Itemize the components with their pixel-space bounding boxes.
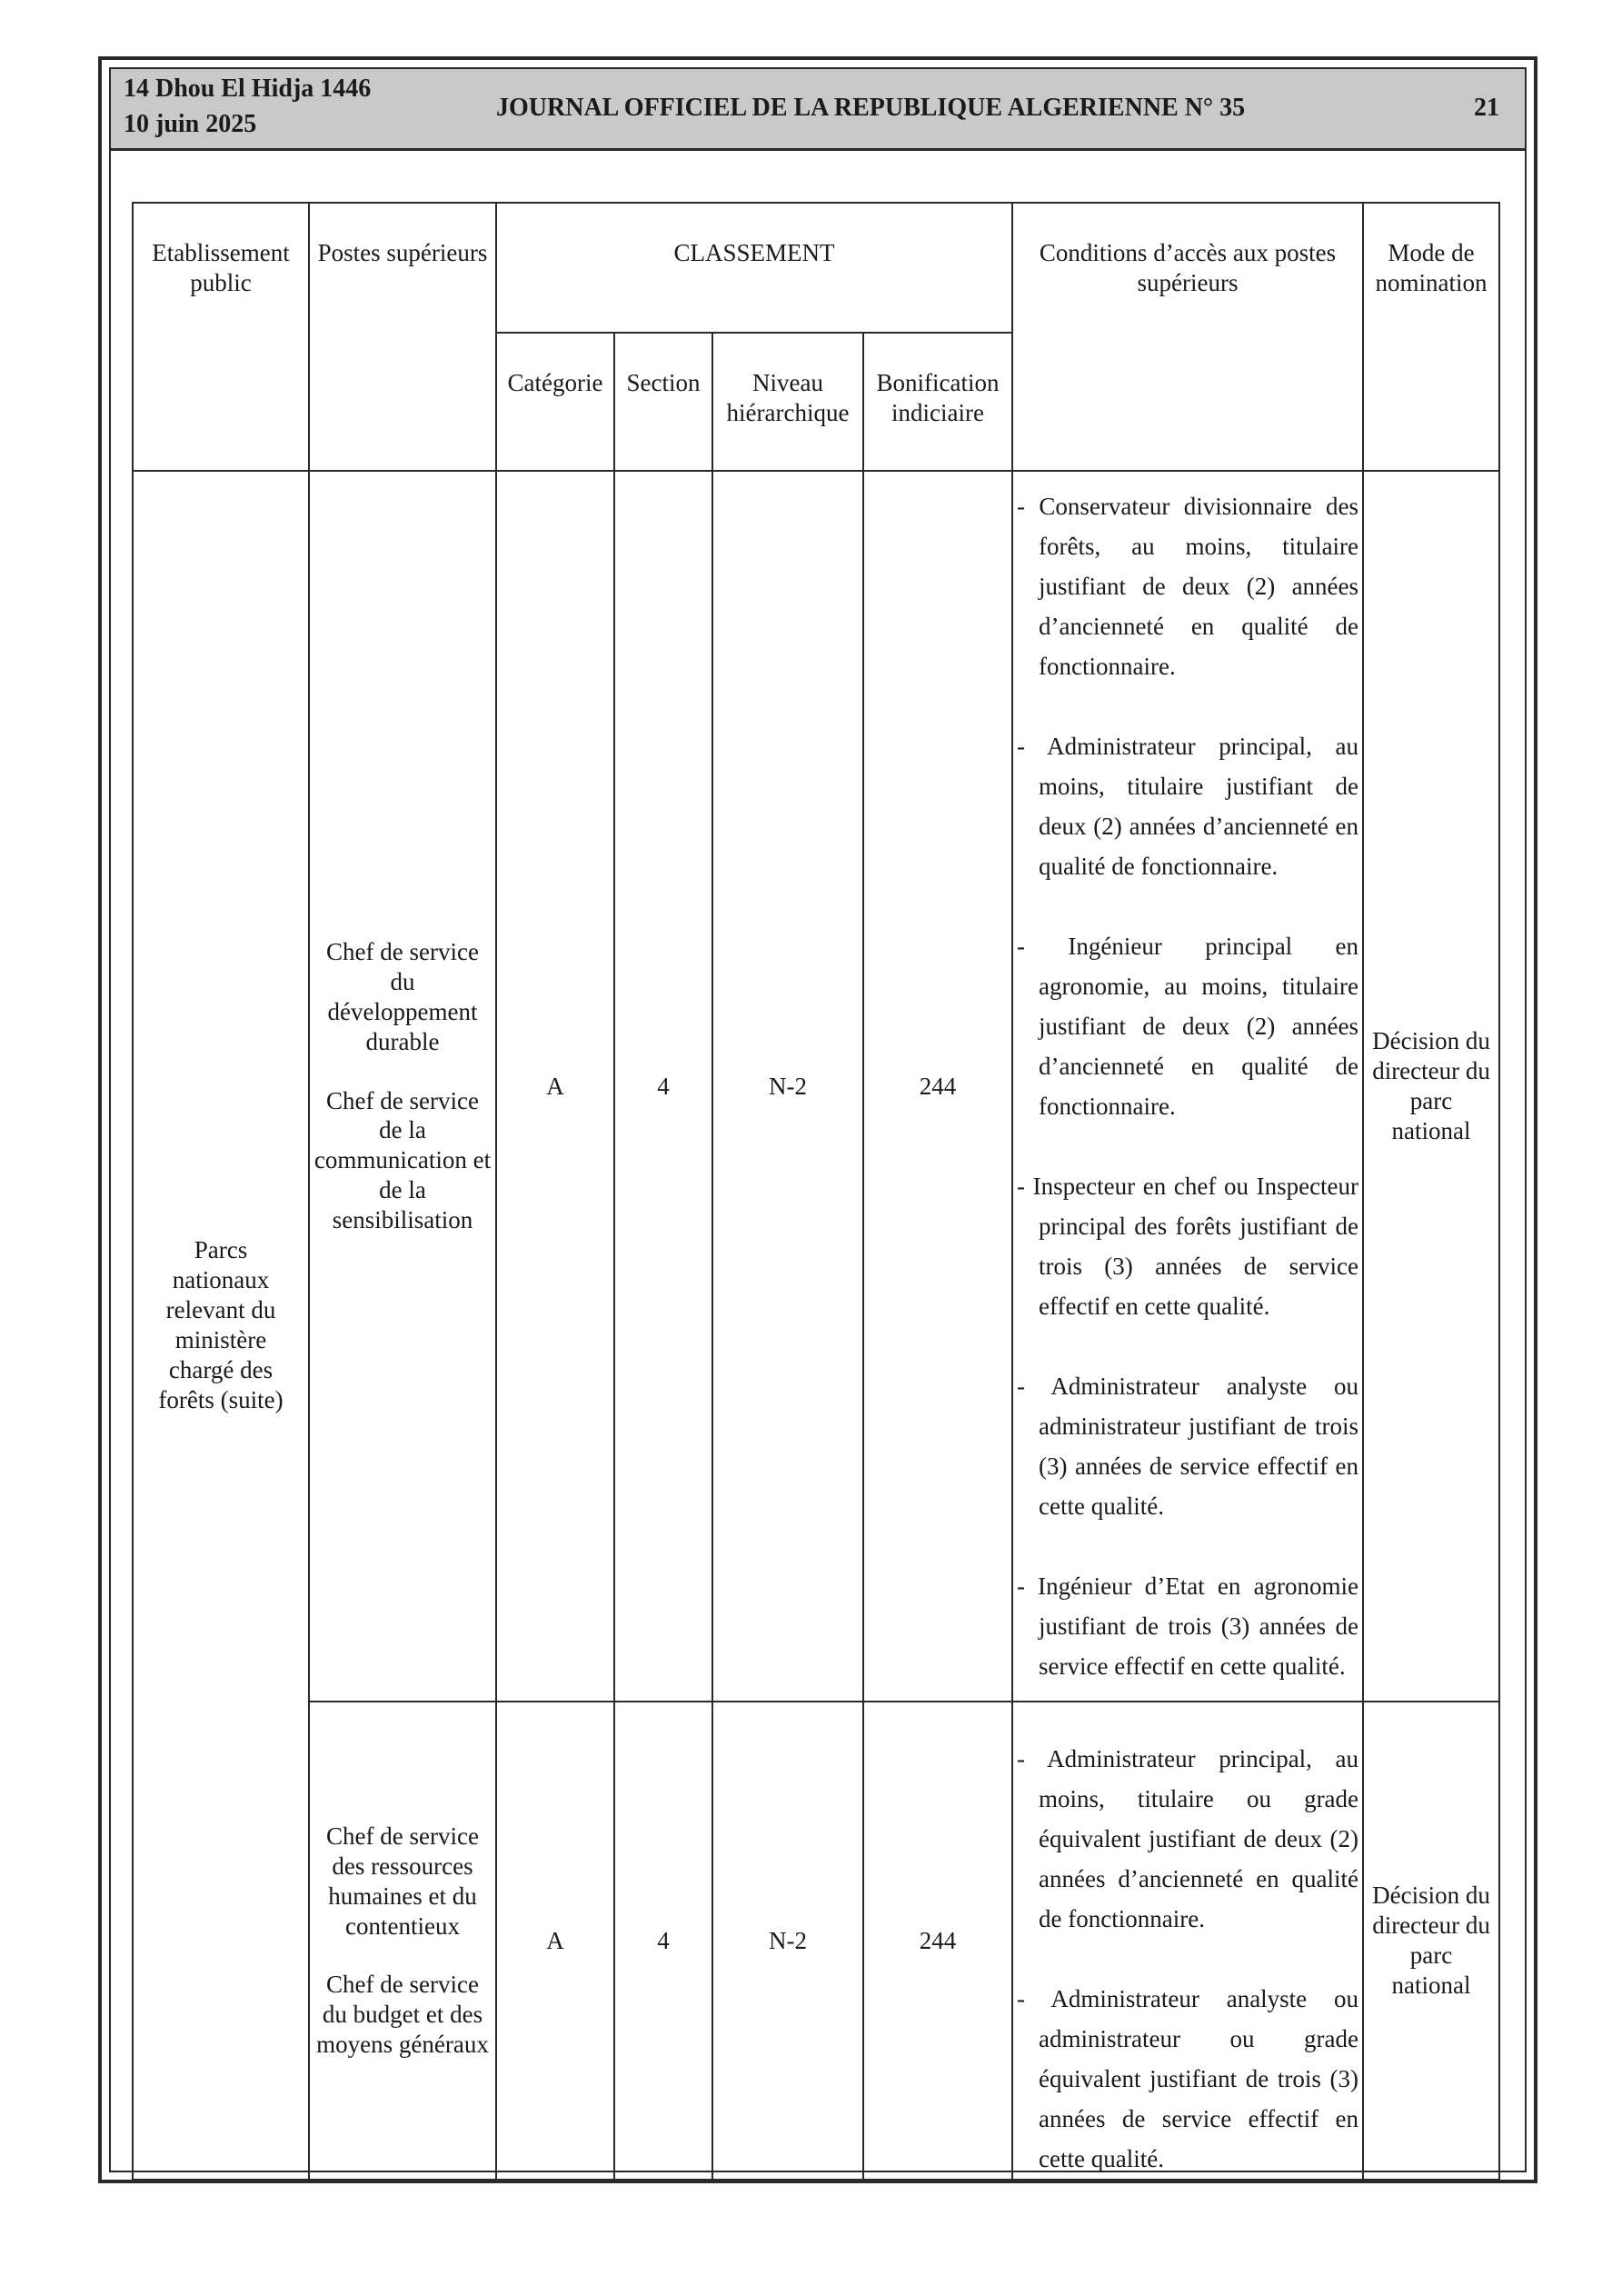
- condition-item: - Administrateur analyste ou administrateur justifiant de trois (3) années de service effectif en cette qualité.: [1017, 1373, 1359, 1520]
- bonification-cell: 244: [863, 471, 1012, 1702]
- condition-item: - Conservateur divisionnaire des forêts, au moins, titulaire justifiant de deux (2) années d’ancienneté en qualité de fonctionnaire.: [1017, 493, 1359, 680]
- page-number: 21: [1474, 94, 1499, 122]
- condition-item: - Inspecteur en chef ou Inspecteur principal des forêts justifiant de trois (3) années de service effectif en cette qualité.: [1017, 1173, 1359, 1320]
- header-date-gregorian: 10 juin 2025: [124, 110, 257, 138]
- poste-label: Chef de service de la communication et de la sensibilisation: [313, 1086, 492, 1234]
- col-header-categorie: Catégorie: [496, 333, 614, 471]
- condition-item: - Administrateur analyste ou administrateur ou grade équivalent justifiant de trois (3) années de service effectif en cette qualité.: [1017, 1985, 1359, 2172]
- section-cell: 4: [614, 1702, 712, 2180]
- poste-label: Chef de service du budget et des moyens généraux: [316, 1971, 489, 2059]
- etablissement-cell: Parcs nationaux relevant du ministère chargé des forêts (suite): [133, 471, 309, 2180]
- conditions-cell: [1012, 471, 1363, 1702]
- condition-item: - Administrateur principal, au moins, titulaire justifiant de deux (2) années d’ancienneté en qualité de fonctionnaire.: [1017, 733, 1359, 880]
- poste-label: Chef de service du développement durable: [326, 937, 479, 1055]
- col-header-section: Section: [614, 333, 712, 471]
- col-header-postes: Postes supérieurs: [309, 203, 496, 471]
- journal-header: [111, 69, 1525, 151]
- poste-label: Chef de service des ressources humaines et du contentieux: [326, 1822, 479, 1940]
- condition-item: - Ingénieur principal en agronomie, au moins, titulaire justifiant de deux (2) années d’ancienneté en qualité de fonctionnaire.: [1017, 933, 1359, 1120]
- col-header-bonification: Bonification indiciaire: [863, 333, 1012, 471]
- journal-title: JOURNAL OFFICIEL DE LA REPUBLIQUE ALGERIENNE N° 35: [496, 94, 1246, 122]
- niveau-cell: N-2: [712, 1702, 863, 2180]
- col-header-conditions: Conditions d’accès aux postes supérieurs: [1012, 203, 1363, 471]
- table-row: [133, 471, 1499, 1702]
- postes-cell: [309, 471, 496, 1702]
- conditions-cell: [1012, 1702, 1363, 2180]
- header-date-hijri: 14 Dhou El Hidja 1446: [124, 75, 372, 103]
- table-row: [133, 1702, 1499, 2180]
- condition-item: - Ingénieur d’Etat en agronomie justifiant de trois (3) années de service effectif en cette qualité.: [1017, 1572, 1359, 1680]
- col-header-niveau: Niveau hiérarchique: [712, 333, 863, 471]
- mode-cell: Décision du directeur du parc national: [1363, 471, 1499, 1702]
- col-header-mode: Mode de nomination: [1363, 203, 1499, 471]
- categorie-cell: A: [496, 1702, 614, 2180]
- niveau-cell: N-2: [712, 471, 863, 1702]
- condition-item: - Administrateur principal, au moins, titulaire ou grade équivalent justifiant de deux (2) années d’ancienneté en qualité de fonctionnaire.: [1017, 1745, 1359, 1932]
- categorie-cell: A: [496, 471, 614, 1702]
- col-header-classement: CLASSEMENT: [496, 203, 1012, 333]
- col-header-etablissement: Etablissement public: [133, 203, 309, 471]
- bonification-cell: 244: [863, 1702, 1012, 2180]
- section-cell: 4: [614, 471, 712, 1702]
- postes-cell: [309, 1702, 496, 2180]
- classement-table: [132, 202, 1500, 2181]
- mode-cell: Décision du directeur du parc national: [1363, 1702, 1499, 2180]
